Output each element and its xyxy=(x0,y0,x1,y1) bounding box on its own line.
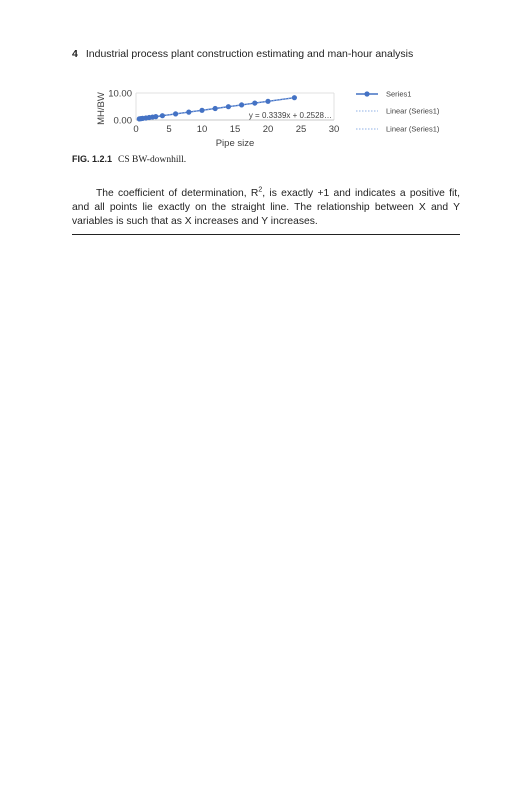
legend-label: Linear (Series1) xyxy=(386,106,440,116)
superscript-2: 2 xyxy=(258,186,263,194)
body-text xyxy=(72,187,460,230)
x-tick-label: 15 xyxy=(229,124,241,135)
paragraph-text-start: The coefficient of determination, R xyxy=(96,188,259,199)
x-tick-label: 20 xyxy=(262,124,274,135)
legend-marker xyxy=(364,91,369,96)
legend-label: Series1 xyxy=(386,89,412,99)
data-point xyxy=(252,100,257,105)
data-point xyxy=(292,95,297,100)
trendline-equation: y = 0.3339x + 0.2528… xyxy=(248,111,332,120)
paragraph xyxy=(72,187,460,230)
y-tick-label: 0.00 xyxy=(113,115,132,127)
figure-label: FIG. 1.2.1 xyxy=(72,154,113,164)
running-head xyxy=(72,48,413,60)
figure-caption-text: CS BW-downhill. xyxy=(118,155,187,165)
data-point xyxy=(199,108,204,113)
x-tick-label: 5 xyxy=(166,124,172,135)
legend-label: Linear (Series1) xyxy=(386,124,440,134)
x-tick-label: 25 xyxy=(295,124,307,135)
x-tick-label: 10 xyxy=(196,124,208,135)
data-point xyxy=(226,104,231,109)
paragraph-text-end: , is exactly +1 and indicates a positive fit, and all points lie exactly on the straight line. The relationship between X and Y variables is such that as X increases and Y increases. xyxy=(72,188,460,228)
y-axis-title: MH/BW xyxy=(96,92,107,125)
x-tick-label: 30 xyxy=(328,124,340,135)
y-tick-label: 10.00 xyxy=(108,88,132,100)
data-point xyxy=(153,114,158,119)
data-point xyxy=(173,111,178,116)
x-tick-label: 0 xyxy=(133,124,139,135)
line-chart xyxy=(80,80,460,150)
section-rule xyxy=(72,234,460,235)
data-point xyxy=(239,102,244,107)
page-number: 4 xyxy=(72,48,78,60)
figure-caption xyxy=(72,154,186,165)
data-point xyxy=(265,99,270,104)
data-point xyxy=(213,106,218,111)
x-axis-title: Pipe size xyxy=(215,138,255,149)
running-head-title: Industrial process plant construction estimating and man-hour analysis xyxy=(85,48,414,60)
data-point xyxy=(160,113,165,118)
data-point xyxy=(186,110,191,115)
figure xyxy=(80,80,460,150)
